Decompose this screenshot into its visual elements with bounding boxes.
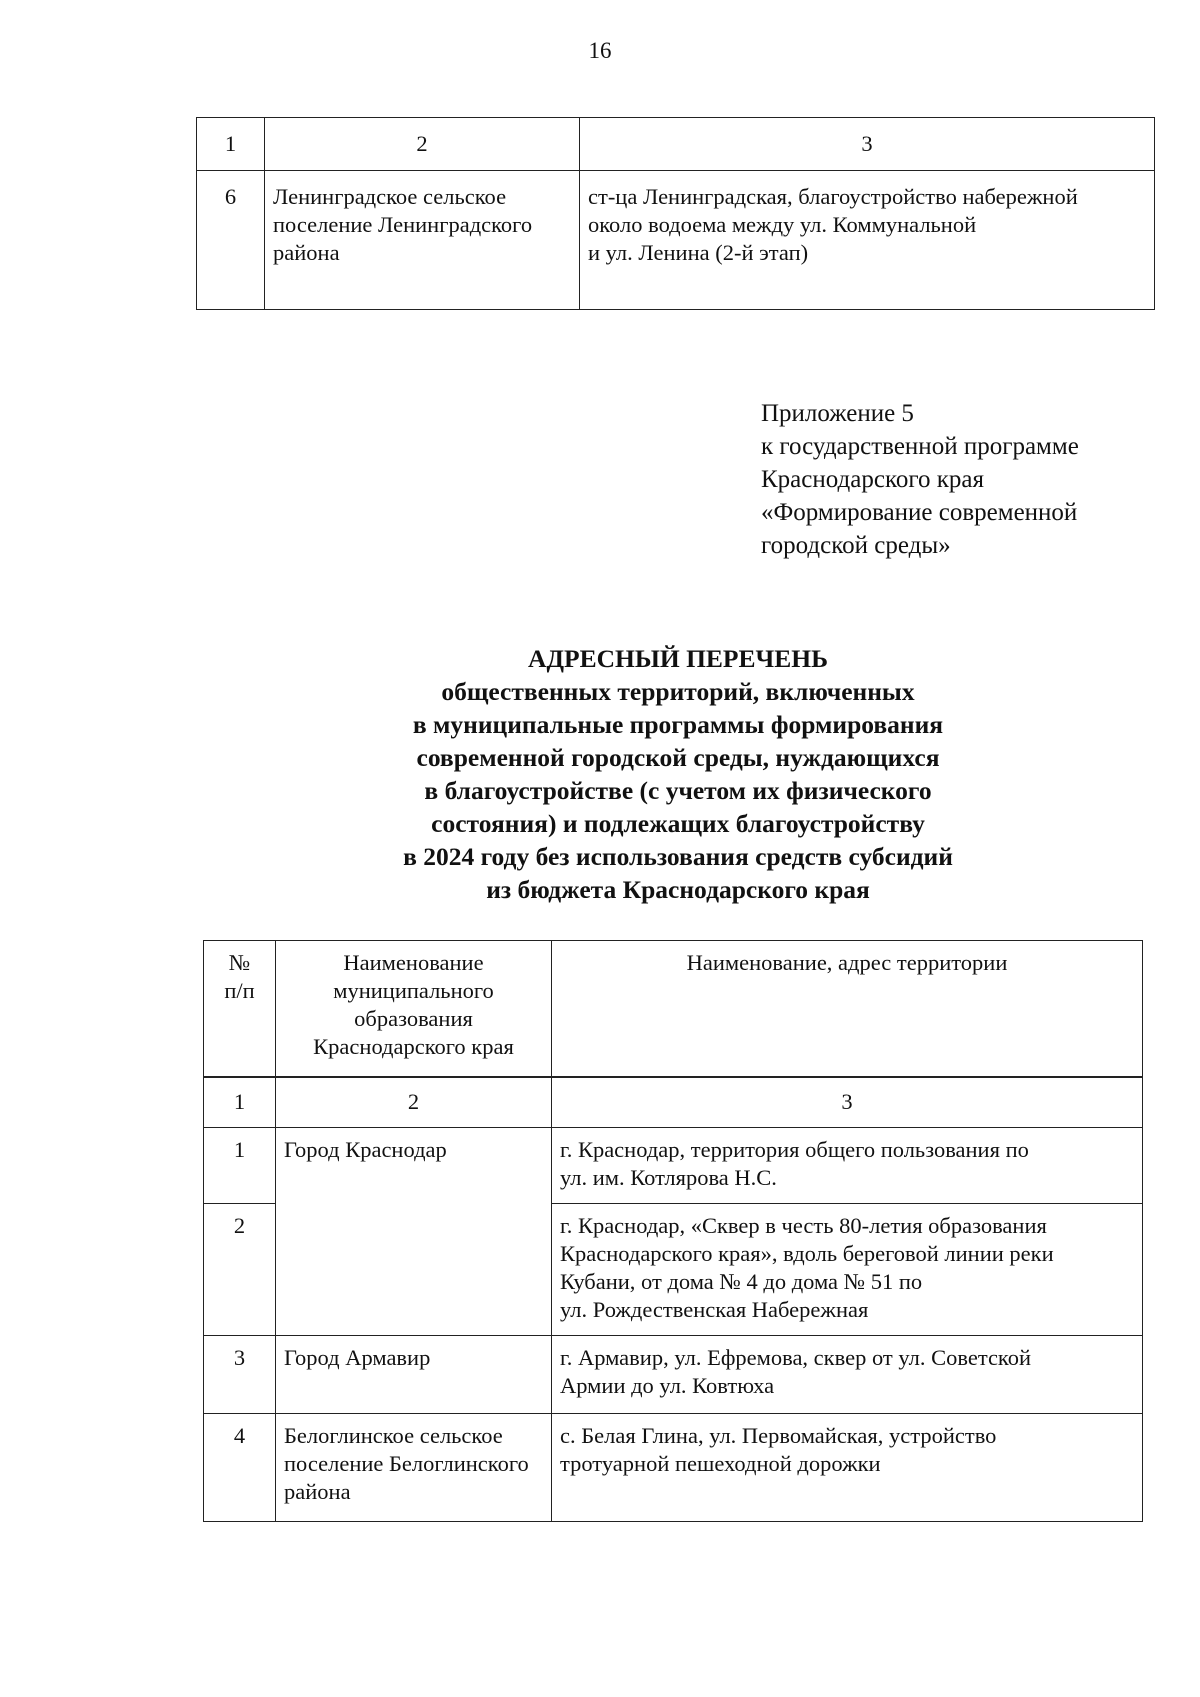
territory-cell	[552, 1128, 1143, 1204]
column-number: 2	[265, 118, 580, 171]
column-number: 2	[276, 1077, 552, 1128]
cell-line: Краснодарского края», вдоль береговой линии реки	[560, 1241, 1054, 1266]
cell-line: поселение Ленинградского	[273, 212, 533, 237]
header-municipality	[276, 941, 552, 1078]
territory-cell	[552, 1204, 1143, 1336]
header-num	[204, 941, 276, 1078]
cell-line: Город Армавир	[284, 1345, 431, 1370]
cell-line: около водоема между ул. Коммунальной	[588, 212, 977, 237]
column-number: 1	[204, 1077, 276, 1128]
column-number: 3	[552, 1077, 1143, 1128]
cell-line: г. Армавир, ул. Ефремова, сквер от ул. Советской	[560, 1345, 1032, 1370]
header-line: муниципального	[333, 978, 494, 1003]
title-line: состояния) и подлежащих благоустройству	[431, 809, 925, 838]
title-line: АДРЕСНЫЙ ПЕРЕЧЕНЬ	[528, 644, 828, 673]
title-line: в муниципальные программы формирования	[412, 710, 944, 739]
cell-line: с. Белая Глина, ул. Первомайская, устройство	[560, 1423, 997, 1448]
cell-line: Город Краснодар	[284, 1137, 447, 1162]
table-row	[204, 1414, 1143, 1522]
main-table-header	[203, 940, 1143, 1078]
cell-line: района	[273, 240, 340, 265]
territory-cell	[580, 171, 1155, 310]
cell-line: Белоглинское сельское	[284, 1423, 503, 1448]
column-number-row	[204, 1077, 1143, 1128]
appendix-line: к государственной программе	[761, 433, 1079, 460]
territory-cell	[552, 1414, 1143, 1522]
table-row	[204, 1336, 1143, 1414]
title-line: общественных территорий, включенных	[441, 677, 915, 706]
title-line: в 2024 году без использования средств субсидий	[403, 842, 953, 871]
row-number: 6	[197, 171, 265, 310]
cell-line: ул. им. Котлярова Н.С.	[560, 1165, 777, 1190]
row-number: 4	[204, 1414, 276, 1522]
table-row	[204, 1128, 1143, 1204]
column-number: 1	[197, 118, 265, 171]
page-number: 16	[588, 38, 612, 63]
title-line: из бюджета Краснодарского края	[486, 875, 870, 904]
row-number: 1	[204, 1128, 276, 1204]
header-territory	[552, 941, 1143, 1078]
title-line: современной городской среды, нуждающихся	[416, 743, 940, 772]
appendix-heading	[761, 397, 1079, 562]
header-line: п/п	[224, 978, 255, 1003]
cell-line: г. Краснодар, территория общего пользования по	[560, 1137, 1029, 1162]
cell-line: тротуарной пешеходной дорожки	[560, 1451, 881, 1476]
cell-line: и ул. Ленина (2-й этап)	[588, 240, 809, 265]
cell-line: Ленинградское сельское	[273, 184, 507, 209]
header-line: №	[228, 950, 251, 975]
municipality-cell	[265, 171, 580, 310]
cell-line: поселение Белоглинского	[284, 1451, 529, 1476]
header-row	[204, 941, 1143, 1078]
row-number: 3	[204, 1336, 276, 1414]
document-title	[0, 642, 1200, 906]
appendix-line: Приложение 5	[761, 400, 914, 427]
header-line: Краснодарского края	[313, 1034, 514, 1059]
appendix-line: «Формирование современной	[761, 499, 1078, 526]
municipality-cell	[276, 1336, 552, 1414]
cell-line: Армии до ул. Ковтюха	[560, 1373, 775, 1398]
territory-cell	[552, 1336, 1143, 1414]
title-line: в благоустройстве (с учетом их физического	[424, 776, 932, 805]
municipality-cell	[276, 1128, 552, 1336]
cell-line: ст-ца Ленинградская, благоустройство набережной	[588, 184, 1078, 209]
appendix-line: городской среды»	[761, 532, 951, 559]
column-number-row	[197, 118, 1155, 171]
column-number: 3	[580, 118, 1155, 171]
continuation-table	[196, 117, 1155, 310]
municipality-cell	[276, 1414, 552, 1522]
cell-line: ул. Рождественская Набережная	[560, 1297, 869, 1322]
appendix-line: Краснодарского края	[761, 466, 984, 493]
header-line: Наименование	[343, 950, 484, 975]
row-number: 2	[204, 1204, 276, 1336]
main-table	[203, 1076, 1143, 1522]
header-line: Наименование, адрес территории	[686, 950, 1008, 975]
cell-line: района	[284, 1479, 351, 1504]
table-row	[197, 171, 1155, 310]
header-line: образования	[354, 1006, 473, 1031]
cell-line: Кубани, от дома № 4 до дома № 51 по	[560, 1269, 923, 1294]
cell-line: г. Краснодар, «Сквер в честь 80-летия образования	[560, 1213, 1047, 1238]
